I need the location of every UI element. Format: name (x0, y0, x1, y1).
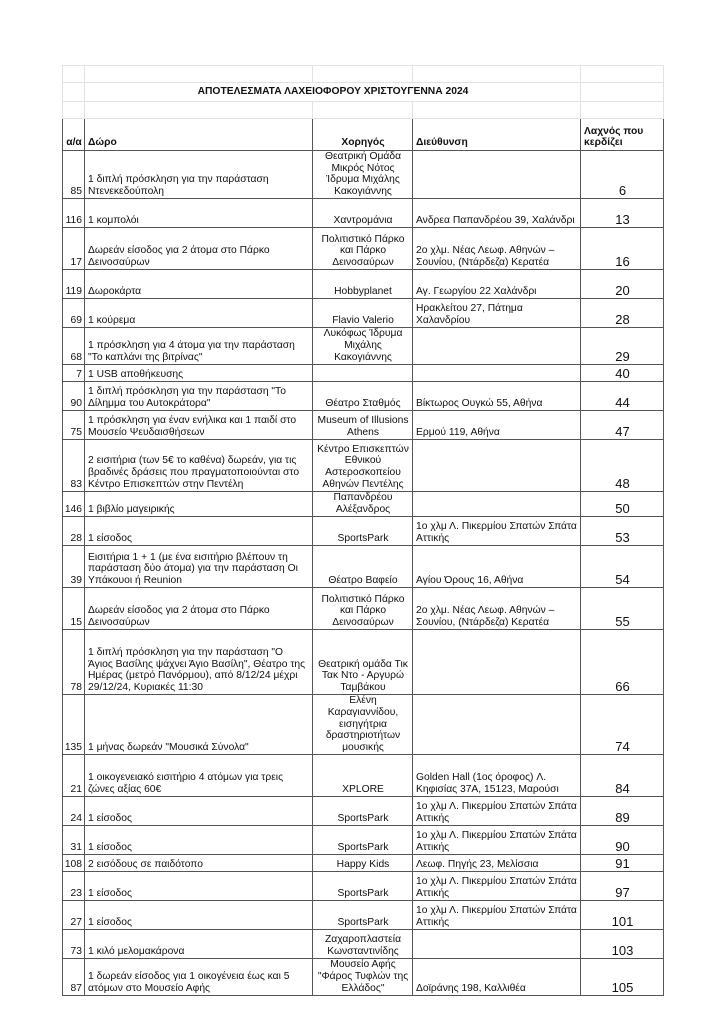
table-row (63, 797, 664, 826)
prize-cell: Δωρεάν είσοδος για 2 άτομα στο Πάρκο Δεινοσαύρων (85, 228, 313, 270)
row-number: 21 (63, 755, 85, 797)
header-prize: Δώρο (85, 119, 313, 151)
table-row (63, 299, 664, 328)
prize-cell: 1 USB αποθήκευσης (85, 365, 313, 382)
address-cell: Ανδρεα Παπανδρέου 39, Χαλάνδρι (413, 199, 581, 228)
address-cell: Golden Hall (1ος όροφος) Λ. Κηφισίας 37Α, 15123, Μαρούσι (413, 755, 581, 797)
address-cell: Αγ. Γεωργίου 22 Χαλάνδρι (413, 270, 581, 299)
prize-cell: 1 είσοδος (85, 517, 313, 546)
table-row (63, 328, 664, 365)
address-cell: 1ο χλμ Λ. Πικερμίου Σπατών Σπάτα Αττικής (413, 826, 581, 855)
address-cell (413, 492, 581, 517)
address-cell (413, 328, 581, 365)
prize-cell: 2 εισόδους σε παιδότοπο (85, 855, 313, 872)
sponsor-cell: SportsPark (313, 901, 413, 930)
table-row (63, 826, 664, 855)
row-number: 68 (63, 328, 85, 365)
title-row (63, 83, 664, 102)
prize-cell: 1 οικογενειακό εισιτήριο 4 ατόμων για τρεις ζώνες αξίας 60€ (85, 755, 313, 797)
winning-ticket-cell: 20 (581, 270, 664, 299)
prize-cell: 1 βιβλίο μαγειρικής (85, 492, 313, 517)
prize-cell: 1 δωρεάν είσοδος για 1 οικογένεια έως και 5 ατόμων στο Μουσείο Αφής (85, 959, 313, 996)
prize-cell: 1 είσοδος (85, 826, 313, 855)
sponsor-cell: Χαντρομάνια (313, 199, 413, 228)
winning-ticket-cell: 101 (581, 901, 664, 930)
address-cell: Αγίου Όρους 16, Αθήνα (413, 546, 581, 588)
sponsor-cell: XPLORE (313, 755, 413, 797)
row-number: 119 (63, 270, 85, 299)
winning-ticket-cell: 55 (581, 588, 664, 630)
winning-ticket-cell: 47 (581, 411, 664, 440)
address-cell: Ερμού 119, Αθήνα (413, 411, 581, 440)
address-cell: 1ο χλμ Λ. Πικερμίου Σπατών Σπάτα Αττικής (413, 901, 581, 930)
row-number: 146 (63, 492, 85, 517)
table-row (63, 228, 664, 270)
prize-cell: 1 διπλή πρόσκληση για την παράσταση Ντενεκεδούπολη (85, 151, 313, 199)
table-row (63, 630, 664, 695)
sponsor-cell: SportsPark (313, 517, 413, 546)
table-row (63, 695, 664, 755)
header-sponsor: Χορηγός (313, 119, 413, 151)
address-cell: 1ο χλμ Λ. Πικερμίου Σπατών Σπάτα Αττικής (413, 517, 581, 546)
address-cell: 1ο χλμ Λ. Πικερμίου Σπατών Σπάτα Αττικής (413, 797, 581, 826)
row-number: 15 (63, 588, 85, 630)
address-cell (413, 930, 581, 959)
winning-ticket-cell: 74 (581, 695, 664, 755)
address-cell (413, 440, 581, 492)
row-number: 116 (63, 199, 85, 228)
prize-cell: Εισιτήρια 1 + 1 (με ένα εισιτήριο βλέπουν τη παράσταση δύο άτομα) για την παράσταση Οι Υπάκουοι ή Reunion (85, 546, 313, 588)
winning-ticket-cell: 6 (581, 151, 664, 199)
winning-ticket-cell: 29 (581, 328, 664, 365)
table-row (63, 755, 664, 797)
sponsor-cell: Πολιτιστικό Πάρκο και Πάρκο Δεινοσαύρων (313, 228, 413, 270)
prize-cell: 1 είσοδος (85, 901, 313, 930)
table-row (63, 382, 664, 411)
sponsor-cell: Παπανδρέου Αλέξανδρος (313, 492, 413, 517)
row-number: 31 (63, 826, 85, 855)
table-row (63, 492, 664, 517)
winning-ticket-cell: 13 (581, 199, 664, 228)
row-number: 75 (63, 411, 85, 440)
winning-ticket-cell: 66 (581, 630, 664, 695)
winning-ticket-cell: 53 (581, 517, 664, 546)
sponsor-cell: Θέατρο Βαφείο (313, 546, 413, 588)
table-row (63, 270, 664, 299)
row-number: 69 (63, 299, 85, 328)
prize-cell: 1 είσοδος (85, 797, 313, 826)
table-row (63, 411, 664, 440)
prize-cell: 1 μήνας δωρεάν "Μουσικά Σύνολα" (85, 695, 313, 755)
table-row (63, 546, 664, 588)
row-number: 28 (63, 517, 85, 546)
sponsor-cell: SportsPark (313, 826, 413, 855)
address-cell: Ηρακλείτου 27, Πάτημα Χαλανδρίου (413, 299, 581, 328)
address-cell (413, 365, 581, 382)
header-ticket: Λαχνός που κερδίζει (581, 119, 664, 151)
winning-ticket-cell: 91 (581, 855, 664, 872)
prize-cell: 1 κούρεμα (85, 299, 313, 328)
blank-grid-row (63, 66, 664, 83)
results-sheet (62, 65, 663, 996)
table-row (63, 930, 664, 959)
table-row (63, 199, 664, 228)
address-cell (413, 630, 581, 695)
sponsor-cell: Κέντρο Επισκεπτών Εθνικού Αστεροσκοπείου Αθηνών Πεντέλης (313, 440, 413, 492)
winning-ticket-cell: 50 (581, 492, 664, 517)
document-title: ΑΠΟΤΕΛΕΣΜΑΤΑ ΛΑΧΕΙΟΦΟΡΟΥ ΧΡΙΣΤΟΥΓΕΝΝΑ 2024 (85, 83, 581, 102)
table-row (63, 365, 664, 382)
table-row (63, 901, 664, 930)
winning-ticket-cell: 89 (581, 797, 664, 826)
address-cell: Βίκτωρος Ουγκώ 55, Αθήνα (413, 382, 581, 411)
results-table (62, 65, 664, 996)
row-number: 135 (63, 695, 85, 755)
sponsor-cell (313, 365, 413, 382)
blank-grid-row (63, 102, 664, 119)
row-number: 23 (63, 872, 85, 901)
prize-cell: Δωρεάν είσοδος για 2 άτομα στο Πάρκο Δεινοσαύρων (85, 588, 313, 630)
sponsor-cell: Θέατρο Σταθμός (313, 382, 413, 411)
winning-ticket-cell: 44 (581, 382, 664, 411)
header-aa: α/α (63, 119, 85, 151)
sponsor-cell: Ελένη Καραγιαννίδου, εισηγήτρια δραστηριοτήτων μουσικής (313, 695, 413, 755)
sponsor-cell: SportsPark (313, 797, 413, 826)
table-row (63, 959, 664, 996)
prize-cell: 1 κομπολόι (85, 199, 313, 228)
address-cell: 2ο χλμ. Νέας Λεωφ. Αθηνών – Σουνίου, (Ντάρδεζα) Κερατέα (413, 228, 581, 270)
header-row (63, 119, 664, 151)
sponsor-cell: Πολιτιστικό Πάρκο και Πάρκο Δεινοσαύρων (313, 588, 413, 630)
address-cell (413, 695, 581, 755)
row-number: 83 (63, 440, 85, 492)
prize-cell: 2 εισιτήρια (των 5€ το καθένα) δωρεάν, για τις βραδινές δράσεις που πραγματοποιούνται στο Κέντρο Επισκεπτών στην Πεντέλη (85, 440, 313, 492)
winning-ticket-cell: 54 (581, 546, 664, 588)
winning-ticket-cell: 97 (581, 872, 664, 901)
row-number: 87 (63, 959, 85, 996)
winning-ticket-cell: 103 (581, 930, 664, 959)
sponsor-cell: Flavio Valerio (313, 299, 413, 328)
prize-cell: 1 πρόσκληση για έναν ενήλικα και 1 παιδί στο Μουσείο Ψευδαισθήσεων (85, 411, 313, 440)
address-cell: 2ο χλμ. Νέας Λεωφ. Αθηνών – Σουνίου, (Ντάρδεζα) Κερατέα (413, 588, 581, 630)
address-cell: Δοϊράνης 198, Καλλιθέα (413, 959, 581, 996)
winning-ticket-cell: 40 (581, 365, 664, 382)
winning-ticket-cell: 28 (581, 299, 664, 328)
row-number: 78 (63, 630, 85, 695)
row-number: 7 (63, 365, 85, 382)
row-number: 90 (63, 382, 85, 411)
sponsor-cell: Θεατρική Ομάδα Μικρός Νότος Ίδρυμα Μιχάλης Κακογιάννης (313, 151, 413, 199)
row-number: 39 (63, 546, 85, 588)
table-row (63, 588, 664, 630)
sponsor-cell: Θεατρική ομάδα Τικ Τακ Ντο - Αργυρώ Ταμβάκου (313, 630, 413, 695)
sponsor-cell: SportsPark (313, 872, 413, 901)
prize-cell: 1 διπλή πρόσκληση για την παράσταση "Ο Άγιος Βασίλης ψάχνει Άγιο Βασίλη", Θέατρο της Ημέρας (μετρό Πανόρμου), από 8/12/24 μέχρι 29/12/24, Κυριακές 11:30 (85, 630, 313, 695)
sponsor-cell: Λυκόφως Ίδρυμα Μιχάλης Κακογιάννης (313, 328, 413, 365)
table-row (63, 872, 664, 901)
address-cell: 1ο χλμ Λ. Πικερμίου Σπατών Σπάτα Αττικής (413, 872, 581, 901)
winning-ticket-cell: 90 (581, 826, 664, 855)
prize-cell: Δωροκάρτα (85, 270, 313, 299)
prize-cell: 1 διπλή πρόσκληση για την παράσταση "Το Δίλημμα του Αυτοκράτορα" (85, 382, 313, 411)
winning-ticket-cell: 48 (581, 440, 664, 492)
sponsor-cell: Happy Kids (313, 855, 413, 872)
table-row (63, 151, 664, 199)
row-number: 73 (63, 930, 85, 959)
address-cell (413, 151, 581, 199)
sponsor-cell: Ζαχαροπλαστεία Κωνσταντινίδης (313, 930, 413, 959)
prize-cell: 1 είσοδος (85, 872, 313, 901)
table-row (63, 517, 664, 546)
winning-ticket-cell: 84 (581, 755, 664, 797)
row-number: 17 (63, 228, 85, 270)
sponsor-cell: Museum of Illusions Athens (313, 411, 413, 440)
row-number: 85 (63, 151, 85, 199)
row-number: 27 (63, 901, 85, 930)
winning-ticket-cell: 16 (581, 228, 664, 270)
sponsor-cell: Hobbyplanet (313, 270, 413, 299)
address-cell: Λεωφ. Πηγής 23, Μελίσσια (413, 855, 581, 872)
winning-ticket-cell: 105 (581, 959, 664, 996)
header-address: Διεύθυνση (413, 119, 581, 151)
sponsor-cell: Μουσείο Αφής "Φάρος Τυφλών της Ελλάδος" (313, 959, 413, 996)
prize-cell: 1 πρόσκληση για 4 άτομα για την παράσταση "Το καπλάνι της βιτρίνας" (85, 328, 313, 365)
row-number: 108 (63, 855, 85, 872)
table-row (63, 855, 664, 872)
table-row (63, 440, 664, 492)
prize-cell: 1 κιλό μελομακάρονα (85, 930, 313, 959)
row-number: 24 (63, 797, 85, 826)
